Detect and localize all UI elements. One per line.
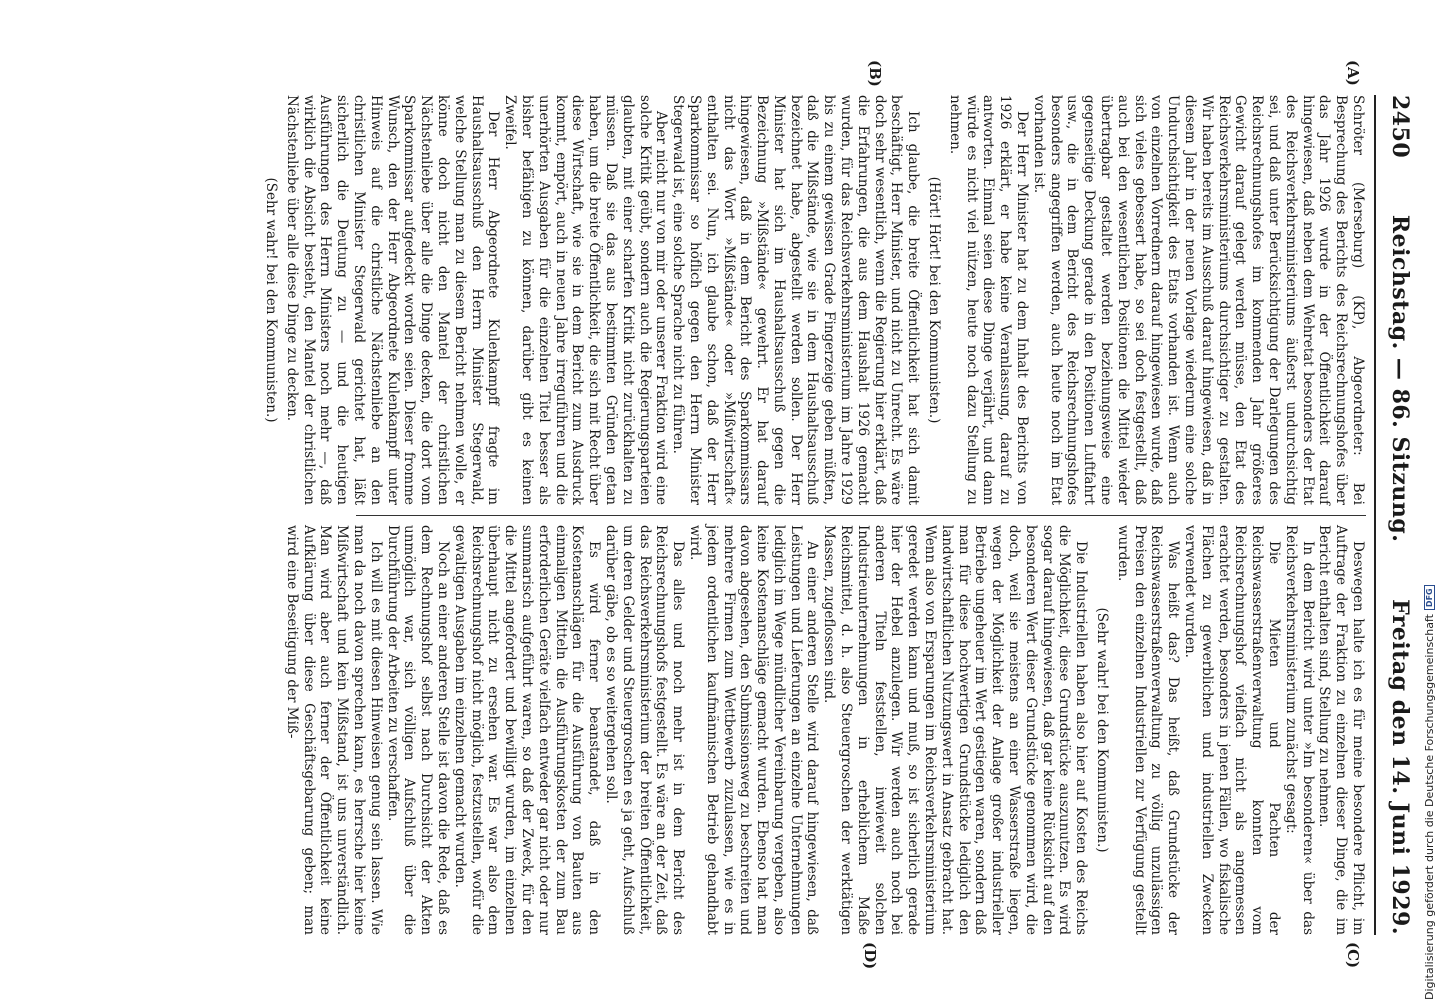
- paragraph: Die Industriellen haben also hier auf Kosten des Reichs die Möglichkeit, diese Grundstücke auszunutzen. Es wird sogar darauf hingewiesen, daß gar keine Rücksicht auf den besonderen Wert dieser Grundstücke genommen wird, die doch, weil sie meistens an einer Wasserstraße liegen, wegen der Möglichkeit der Anlage großer industrieller Betriebe ungeheuer im Wert gestiegen waren, sondern daß man für diese hochwertigen Grundstücke lediglich den landwirtschaftlichen Nutzungswert in Ansatz gebracht hat. Wenn also von Ersparungen im Reichsverkehrsministerium geredet werden kann und muß, so ist sicherlich gerade hier der Hebel anzulegen. Wir werden auch noch bei anderen Titeln feststellen, inwieweit solchen Industrieunternehmungen in erheblichem Maße Reichsmittel, d. h. also Steuergroschen der werktätigen Massen, zugeflossen sind.: [821, 525, 1090, 935]
- interjection: (Sehr wahr! bei den Kommunisten.): [1094, 607, 1111, 853]
- paragraph: Schröter (Merseburg) (KP), Abgeordneter: Bei Besprechung des Berichts des Reichsrechnungshofes über das Jahr 1926 wurde in der Öffentlichkeit darauf hingewiesen, daß neben dem Wehretat besonders der Etat des Reichsverkehrsministeriums äußerst undurchsichtig sei, und daß unter Berücksichtigung der Darlegungen des Reichsrechnungshofes im kommenden Jahr größeres Gewicht darauf gelegt werden müsse, den Etat des Reichsverkehrsministeriums durchsichtiger zu gestalten. Wir haben bereits im Ausschuß darauf hingewiesen, daß in diesem Jahr in der neuen Vorlage wiederum eine solche Undurchsichtigkeit des Etats vorhanden ist. Wenn auch von einzelnen Vorrednern darauf hingewiesen wurde, daß sich vieles gebessert habe, so sei doch festgestellt, daß auch bei den wesentlichen Positionen die Mittel wieder übertragbar gestaltet werden beziehungsweise eine gegenseitige Deckung gerade in den Positionen Luftfahrt usw., die in dem Bericht des Reichsrechnungshofes besonders angegriffen werden, auch heute noch im Etat vorhanden ist.: [1030, 95, 1366, 505]
- dfg-logo: DFG: [1424, 585, 1435, 610]
- paragraph: Aber nicht nur von mir oder unserer Fraktion wird eine solche Kritik geübt, sondern auch die Regierungsparteien glaubten, mit einer scharfen Kritik nicht zurückhalten zu müssen. Daß sie das aus bestimmten Gründen getan haben, um die breite Öffentlichkeit, die sich mit Recht über diese Wirtschaft, wie sie in dem Bericht zum Ausdruck kommt, empört, auch in neuen Jahre irreguführen und die unerhörten Ausgaben für die einzelnen Titel besser als bisher befähigen zu können, darüber gibt es keinen Zweifel.: [502, 95, 670, 505]
- paragraph: An einer anderen Stelle wird darauf hingewiesen, daß Leistungen und Lieferungen an einzelne Unternehmungen lediglich im Wege mündlicher Vereinbarung vergeben, also keine Kostenanschläge gemacht wurden. Ebenso hat man davon abgesehen, den Submissionsweg zu beschreiten und mehrere Firmen zum Wettbewerb zuzulassen, wie es in jedem ordentlichen kaufmännischen Betrieb gehandhabt wird.: [686, 525, 821, 935]
- session-date: Freitag den 14. Juni 1929.: [1387, 599, 1413, 935]
- margin-letter-c: (C): [1344, 942, 1362, 969]
- page-number: 2450: [1387, 95, 1413, 159]
- paragraph: Ich will es mit diesen Hinweisen genug sein lassen. Wie man da noch davon sprechen kann, es herrsche hier keine Mißwirtschaft und kein Mißstand, ist uns unverständlich. Man wird aber auch ferner der Öffentlichkeit keine Aufklärung über diese Geschäftsgebarung geben; man wird eine Beseitigung der Miß-: [283, 525, 384, 935]
- digitization-credit: [1423, 585, 1436, 1000]
- column-divider: [356, 515, 1366, 516]
- right-column: [283, 525, 1366, 935]
- paragraph: Der Herr Minister hat zu dem Inhalt des Berichts von 1926 erklärt, er habe keine Veranlassung, darauf zu antworten. Einmal seien diese Dinge verjährt, und dann würde es nicht viel nützen, heute noch dazu Stellung zu nehmen.: [946, 95, 1031, 505]
- paragraph: Deswegen halte ich es für meine besondere Pflicht, im Auftrage der Fraktion zu einzelnen dieser Dinge, die im Bericht enthalten sind, Stellung zu nehmen.: [1316, 525, 1366, 935]
- paragraph: Noch an einer anderen Stelle ist davon die Rede, daß es dem Rechnungshof selbst nach Durchsicht der Akten unmöglich war, sich völligen Aufschluß über die Durchführung der Arbeiten zu verschaffen.: [384, 525, 451, 935]
- left-column: [263, 95, 1366, 505]
- paragraph: Es wird ferner beanstandet, daß in den Kostenanschlägen für die Ausführung von Bauten aus einmaligen Mitteln die Ausführungskosten der zum Bau erforderlichen Geräte vielfach entweder gar nicht oder nur summarisch aufgeführt waren, so daß der Zweck, für den die Mittel angefordert und bewilligt wurden, im einzelnen überhaupt nicht zu ersehen war. Es war also dem Reichsrechnungshof nicht möglich, festzustellen, wofür die gewaltigen Ausgaben im einzelnen gemacht wurden.: [451, 525, 603, 935]
- paragraph: Was heißt das? Das heißt, daß Grundstücke der Reichswasserstraßenverwaltung zu völlig unzulässigen Preisen den einzelnen Industriellen zur Verfügung gestellt wurden.: [1114, 525, 1182, 935]
- paragraph: In dem Bericht wird unter »Im besonderen« über das Reichsverkehrsministerium zunächst gesagt:: [1282, 525, 1316, 935]
- session-title: Reichstag. — 86. Sitzung.: [1387, 214, 1413, 543]
- margin-letter-a: (A): [1344, 60, 1362, 86]
- paragraph: Das alles und noch mehr ist in dem Bericht des Reichsrechnungshofs festgestellt. Es wäre an der Zeit, daß das Reichsverkehrsministerium der breiten Öffentlichkeit, um deren Gelder und Steuergroschen es ja geht, Aufschluß darüber gäbe, ob es so weitergehen soll.: [602, 525, 687, 935]
- credit-text: Digitalisierung gefördert durch die Deutsche Forschungsgemeinschaft: [1423, 614, 1436, 1000]
- paragraph: Der Herr Abgeordnete Kulenkampff fragte im Haushaltsausschuß den Herrn Minister Stegerwald, welche Stellung man zu diesem Bericht nehmen wolle, er könne doch nicht den Mantel der christlichen Nächstenliebe über alle die Dinge decken, die dort vom Sparkommissar aufgedeckt worden seien. Dieser fromme Wunsch, den der Herr Abgeordnete Kulenkampff unter Hinweis auf die christliche Nächstenliebe an den christlichen Minister Stegerwald gerichtet hat, läßt sicherlich die Deutung zu — und die heutigen Ausführungen des Herrn Ministers noch mehr —, daß wirklich die Absicht besteht, den Mantel der christlichen Nächstenliebe über alle diese Dinge zu decken.: [283, 95, 502, 505]
- margin-letter-d: (D): [861, 942, 879, 970]
- margin-letter-b: (B): [866, 60, 884, 87]
- page-header: [1374, 95, 1424, 935]
- quote-paragraph: Die Mieten und Pachten der Reichswasserstraßenverwaltung konnten vom Reichsrechnungshof vielfach nicht als angemessen erachtet werden, besonders in jenen Fällen, wo fiskalische Flächen zu gewerblichen und industriellen Zwecken verwendet wurden.: [1182, 525, 1283, 935]
- paragraph: Ich glaube, die breite Öffentlichkeit hat sich damit beschäftigt, Herr Minister, und nicht zu Unrecht. Es wäre doch sehr wesentlich, wenn die Regierung hier erklärt, daß die Erfahrungen, die aus dem Haushalt 1926 gemacht wurden, für das Reichsverkehrsministerium im Jahre 1929 bis zu einem gewissen Grade Fingerzeige geben müßten, daß die Mißstände, wie sie in dem Haushaltsausschuß bezeichnet habe, abgestellt werden sollen. Der Herr Minister hat sich im Haushaltsausschuß gegen die Bezeichnung »Mißstände« gewehrt. Er hat darauf hingewiesen, daß in dem Bericht des Sparkommissars nicht das Wort »Mißstände« oder »Mißwirtschaft« enthalten sei. Nun, ich glaube schon, daß der Herr Sparkommissar so höflich gegen den Herrn Minister Stegerwald ist, eine solche Sprache nicht zu führen.: [670, 95, 922, 505]
- interjection: (Hört! Hört! bei den Kommunisten.): [926, 176, 943, 424]
- interjection: (Sehr wahr! bei den Kommunisten.): [263, 177, 279, 423]
